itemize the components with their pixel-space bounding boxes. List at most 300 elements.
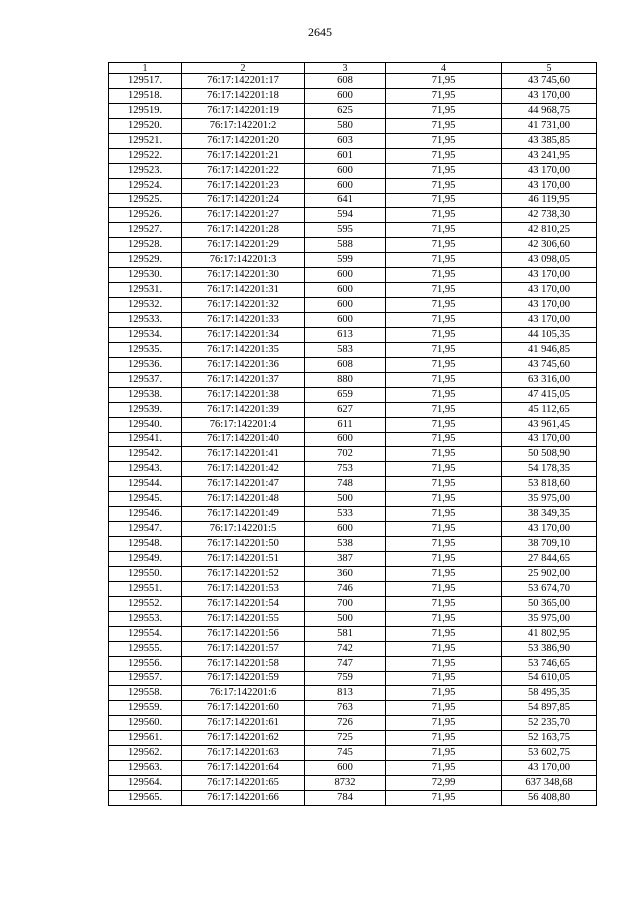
rate-cell: 71,95 xyxy=(386,253,502,268)
area-cell: 613 xyxy=(305,327,386,342)
rate-cell: 71,95 xyxy=(386,656,502,671)
amount-cell: 53 818,60 xyxy=(502,477,597,492)
rate-cell: 71,95 xyxy=(386,791,502,806)
cadastral-number-cell: 76:17:142201:23 xyxy=(182,178,305,193)
rate-cell: 71,95 xyxy=(386,148,502,163)
rate-cell: 71,95 xyxy=(386,298,502,313)
amount-cell: 43 170,00 xyxy=(502,268,597,283)
row-number-cell: 129559. xyxy=(109,701,182,716)
row-number-cell: 129521. xyxy=(109,133,182,148)
row-number-cell: 129542. xyxy=(109,447,182,462)
amount-cell: 58 495,35 xyxy=(502,686,597,701)
row-number-cell: 129532. xyxy=(109,298,182,313)
row-number-cell: 129561. xyxy=(109,731,182,746)
cadastral-number-cell: 76:17:142201:52 xyxy=(182,566,305,581)
table-row xyxy=(109,313,597,328)
amount-cell: 43 170,00 xyxy=(502,761,597,776)
rate-cell: 71,95 xyxy=(386,522,502,537)
row-number-cell: 129545. xyxy=(109,492,182,507)
area-cell: 600 xyxy=(305,313,386,328)
table-row xyxy=(109,178,597,193)
table-row xyxy=(109,253,597,268)
amount-cell: 43 170,00 xyxy=(502,283,597,298)
rate-cell: 71,95 xyxy=(386,178,502,193)
cadastral-number-cell: 76:17:142201:4 xyxy=(182,417,305,432)
row-number-cell: 129524. xyxy=(109,178,182,193)
row-number-cell: 129550. xyxy=(109,566,182,581)
area-cell: 784 xyxy=(305,791,386,806)
rate-cell: 71,95 xyxy=(386,686,502,701)
row-number-cell: 129519. xyxy=(109,103,182,118)
amount-cell: 44 968,75 xyxy=(502,103,597,118)
amount-cell: 35 975,00 xyxy=(502,611,597,626)
area-cell: 599 xyxy=(305,253,386,268)
cadastral-number-cell: 76:17:142201:28 xyxy=(182,223,305,238)
area-cell: 580 xyxy=(305,118,386,133)
row-number-cell: 129562. xyxy=(109,746,182,761)
table-row xyxy=(109,208,597,223)
table-row xyxy=(109,298,597,313)
table-row xyxy=(109,761,597,776)
column-header: 1 xyxy=(109,63,182,74)
table-row xyxy=(109,372,597,387)
row-number-cell: 129549. xyxy=(109,552,182,567)
rate-cell: 71,95 xyxy=(386,118,502,133)
amount-cell: 43 961,45 xyxy=(502,417,597,432)
table-row xyxy=(109,507,597,522)
cadastral-number-cell: 76:17:142201:42 xyxy=(182,462,305,477)
amount-cell: 52 163,75 xyxy=(502,731,597,746)
table-row xyxy=(109,148,597,163)
cadastral-number-cell: 76:17:142201:47 xyxy=(182,477,305,492)
table-row xyxy=(109,716,597,731)
area-cell: 360 xyxy=(305,566,386,581)
row-number-cell: 129563. xyxy=(109,761,182,776)
row-number-cell: 129557. xyxy=(109,671,182,686)
cadastral-number-cell: 76:17:142201:48 xyxy=(182,492,305,507)
table-row xyxy=(109,238,597,253)
column-header: 4 xyxy=(386,63,502,74)
amount-cell: 41 731,00 xyxy=(502,118,597,133)
amount-cell: 53 746,65 xyxy=(502,656,597,671)
area-cell: 608 xyxy=(305,74,386,89)
amount-cell: 42 810,25 xyxy=(502,223,597,238)
rate-cell: 71,95 xyxy=(386,566,502,581)
cadastral-number-cell: 76:17:142201:57 xyxy=(182,641,305,656)
cadastral-number-cell: 76:17:142201:38 xyxy=(182,387,305,402)
cadastral-number-cell: 76:17:142201:22 xyxy=(182,163,305,178)
area-cell: 533 xyxy=(305,507,386,522)
area-cell: 538 xyxy=(305,537,386,552)
area-cell: 600 xyxy=(305,163,386,178)
table-row xyxy=(109,522,597,537)
amount-cell: 47 415,05 xyxy=(502,387,597,402)
table-row xyxy=(109,686,597,701)
amount-cell: 54 610,05 xyxy=(502,671,597,686)
rate-cell: 71,95 xyxy=(386,372,502,387)
rate-cell: 71,95 xyxy=(386,417,502,432)
amount-cell: 41 946,85 xyxy=(502,342,597,357)
row-number-cell: 129525. xyxy=(109,193,182,208)
rate-cell: 71,95 xyxy=(386,641,502,656)
row-number-cell: 129564. xyxy=(109,776,182,791)
cadastral-number-cell: 76:17:142201:31 xyxy=(182,283,305,298)
cadastral-number-cell: 76:17:142201:65 xyxy=(182,776,305,791)
area-cell: 725 xyxy=(305,731,386,746)
rate-cell: 71,95 xyxy=(386,402,502,417)
row-number-cell: 129535. xyxy=(109,342,182,357)
table-row xyxy=(109,552,597,567)
row-number-cell: 129537. xyxy=(109,372,182,387)
amount-cell: 35 975,00 xyxy=(502,492,597,507)
rate-cell: 71,95 xyxy=(386,268,502,283)
row-number-cell: 129530. xyxy=(109,268,182,283)
row-number-cell: 129529. xyxy=(109,253,182,268)
area-cell: 600 xyxy=(305,522,386,537)
area-cell: 625 xyxy=(305,103,386,118)
table-row xyxy=(109,283,597,298)
cadastral-number-cell: 76:17:142201:49 xyxy=(182,507,305,522)
cadastral-number-cell: 76:17:142201:35 xyxy=(182,342,305,357)
rate-cell: 71,95 xyxy=(386,357,502,372)
rate-cell: 71,95 xyxy=(386,432,502,447)
cadastral-number-cell: 76:17:142201:29 xyxy=(182,238,305,253)
area-cell: 600 xyxy=(305,88,386,103)
area-cell: 726 xyxy=(305,716,386,731)
row-number-cell: 129543. xyxy=(109,462,182,477)
row-number-cell: 129518. xyxy=(109,88,182,103)
amount-cell: 43 170,00 xyxy=(502,313,597,328)
rate-cell: 71,95 xyxy=(386,103,502,118)
amount-cell: 45 112,65 xyxy=(502,402,597,417)
rate-cell: 71,95 xyxy=(386,342,502,357)
row-number-cell: 129553. xyxy=(109,611,182,626)
row-number-cell: 129551. xyxy=(109,581,182,596)
table-row xyxy=(109,193,597,208)
cadastral-number-cell: 76:17:142201:55 xyxy=(182,611,305,626)
row-number-cell: 129565. xyxy=(109,791,182,806)
cadastral-number-cell: 76:17:142201:21 xyxy=(182,148,305,163)
amount-cell: 42 306,60 xyxy=(502,238,597,253)
row-number-cell: 129526. xyxy=(109,208,182,223)
area-cell: 748 xyxy=(305,477,386,492)
row-number-cell: 129548. xyxy=(109,537,182,552)
cadastral-number-cell: 76:17:142201:39 xyxy=(182,402,305,417)
amount-cell: 53 386,90 xyxy=(502,641,597,656)
table-row xyxy=(109,492,597,507)
area-cell: 700 xyxy=(305,596,386,611)
table-row xyxy=(109,611,597,626)
cadastral-number-cell: 76:17:142201:34 xyxy=(182,327,305,342)
table-row xyxy=(109,701,597,716)
amount-cell: 50 365,00 xyxy=(502,596,597,611)
cadastral-number-cell: 76:17:142201:66 xyxy=(182,791,305,806)
area-cell: 603 xyxy=(305,133,386,148)
cadastral-number-cell: 76:17:142201:6 xyxy=(182,686,305,701)
cadastral-number-cell: 76:17:142201:59 xyxy=(182,671,305,686)
rate-cell: 71,95 xyxy=(386,626,502,641)
rate-cell: 71,95 xyxy=(386,313,502,328)
amount-cell: 43 170,00 xyxy=(502,163,597,178)
table-row xyxy=(109,626,597,641)
rate-cell: 71,95 xyxy=(386,761,502,776)
rate-cell: 72,99 xyxy=(386,776,502,791)
amount-cell: 43 745,60 xyxy=(502,357,597,372)
table-body xyxy=(109,74,597,806)
cadastral-number-cell: 76:17:142201:2 xyxy=(182,118,305,133)
area-cell: 600 xyxy=(305,178,386,193)
row-number-cell: 129531. xyxy=(109,283,182,298)
row-number-cell: 129541. xyxy=(109,432,182,447)
cadastral-number-cell: 76:17:142201:40 xyxy=(182,432,305,447)
area-cell: 500 xyxy=(305,492,386,507)
amount-cell: 42 738,30 xyxy=(502,208,597,223)
rate-cell: 71,95 xyxy=(386,208,502,223)
table-row xyxy=(109,731,597,746)
amount-cell: 38 349,35 xyxy=(502,507,597,522)
row-number-cell: 129533. xyxy=(109,313,182,328)
rate-cell: 71,95 xyxy=(386,492,502,507)
column-header: 3 xyxy=(305,63,386,74)
row-number-cell: 129538. xyxy=(109,387,182,402)
table-row xyxy=(109,133,597,148)
area-cell: 594 xyxy=(305,208,386,223)
amount-cell: 43 170,00 xyxy=(502,88,597,103)
table-row xyxy=(109,223,597,238)
area-cell: 641 xyxy=(305,193,386,208)
row-number-cell: 129554. xyxy=(109,626,182,641)
table-row xyxy=(109,671,597,686)
rate-cell: 71,95 xyxy=(386,283,502,298)
rate-cell: 71,95 xyxy=(386,133,502,148)
table-row xyxy=(109,74,597,89)
amount-cell: 54 178,35 xyxy=(502,462,597,477)
cadastral-number-cell: 76:17:142201:54 xyxy=(182,596,305,611)
cadastral-number-cell: 76:17:142201:41 xyxy=(182,447,305,462)
area-cell: 608 xyxy=(305,357,386,372)
row-number-cell: 129517. xyxy=(109,74,182,89)
table-row xyxy=(109,776,597,791)
table-row xyxy=(109,163,597,178)
row-number-cell: 129555. xyxy=(109,641,182,656)
amount-cell: 43 385,85 xyxy=(502,133,597,148)
rate-cell: 71,95 xyxy=(386,88,502,103)
cadastral-number-cell: 76:17:142201:17 xyxy=(182,74,305,89)
amount-cell: 56 408,80 xyxy=(502,791,597,806)
amount-cell: 43 170,00 xyxy=(502,522,597,537)
area-cell: 588 xyxy=(305,238,386,253)
amount-cell: 63 316,00 xyxy=(502,372,597,387)
rate-cell: 71,95 xyxy=(386,716,502,731)
row-number-cell: 129527. xyxy=(109,223,182,238)
rate-cell: 71,95 xyxy=(386,537,502,552)
row-number-cell: 129552. xyxy=(109,596,182,611)
row-number-cell: 129534. xyxy=(109,327,182,342)
area-cell: 8732 xyxy=(305,776,386,791)
area-cell: 611 xyxy=(305,417,386,432)
area-cell: 745 xyxy=(305,746,386,761)
cadastral-number-cell: 76:17:142201:24 xyxy=(182,193,305,208)
column-header: 5 xyxy=(502,63,597,74)
page-number: 2645 xyxy=(308,25,332,39)
amount-cell: 44 105,35 xyxy=(502,327,597,342)
table-row xyxy=(109,327,597,342)
area-cell: 600 xyxy=(305,298,386,313)
cadastral-number-cell: 76:17:142201:62 xyxy=(182,731,305,746)
cadastral-number-cell: 76:17:142201:33 xyxy=(182,313,305,328)
row-number-cell: 129520. xyxy=(109,118,182,133)
area-cell: 600 xyxy=(305,761,386,776)
cadastral-number-cell: 76:17:142201:64 xyxy=(182,761,305,776)
cadastral-number-cell: 76:17:142201:19 xyxy=(182,103,305,118)
table-row xyxy=(109,417,597,432)
amount-cell: 53 602,75 xyxy=(502,746,597,761)
cadastral-number-cell: 76:17:142201:27 xyxy=(182,208,305,223)
table-row xyxy=(109,596,597,611)
table-row xyxy=(109,103,597,118)
amount-cell: 54 897,85 xyxy=(502,701,597,716)
rate-cell: 71,95 xyxy=(386,223,502,238)
table-row xyxy=(109,537,597,552)
cadastral-number-cell: 76:17:142201:18 xyxy=(182,88,305,103)
table-row xyxy=(109,118,597,133)
row-number-cell: 129522. xyxy=(109,148,182,163)
area-cell: 601 xyxy=(305,148,386,163)
amount-cell: 637 348,68 xyxy=(502,776,597,791)
rate-cell: 71,95 xyxy=(386,477,502,492)
row-number-cell: 129544. xyxy=(109,477,182,492)
amount-cell: 43 098,05 xyxy=(502,253,597,268)
amount-cell: 50 508,90 xyxy=(502,447,597,462)
cadastral-number-cell: 76:17:142201:37 xyxy=(182,372,305,387)
area-cell: 500 xyxy=(305,611,386,626)
table-row xyxy=(109,566,597,581)
area-cell: 595 xyxy=(305,223,386,238)
row-number-cell: 129528. xyxy=(109,238,182,253)
amount-cell: 53 674,70 xyxy=(502,581,597,596)
cadastral-number-cell: 76:17:142201:63 xyxy=(182,746,305,761)
area-cell: 600 xyxy=(305,268,386,283)
cadastral-number-cell: 76:17:142201:58 xyxy=(182,656,305,671)
area-cell: 813 xyxy=(305,686,386,701)
area-cell: 659 xyxy=(305,387,386,402)
rate-cell: 71,95 xyxy=(386,238,502,253)
rate-cell: 71,95 xyxy=(386,581,502,596)
cadastral-number-cell: 76:17:142201:3 xyxy=(182,253,305,268)
area-cell: 880 xyxy=(305,372,386,387)
cadastral-number-cell: 76:17:142201:61 xyxy=(182,716,305,731)
amount-cell: 43 241,95 xyxy=(502,148,597,163)
area-cell: 746 xyxy=(305,581,386,596)
rate-cell: 71,95 xyxy=(386,671,502,686)
area-cell: 759 xyxy=(305,671,386,686)
area-cell: 600 xyxy=(305,432,386,447)
column-header: 2 xyxy=(182,63,305,74)
table-row xyxy=(109,791,597,806)
rate-cell: 71,95 xyxy=(386,611,502,626)
amount-cell: 43 170,00 xyxy=(502,432,597,447)
table-row xyxy=(109,462,597,477)
row-number-cell: 129539. xyxy=(109,402,182,417)
amount-cell: 46 119,95 xyxy=(502,193,597,208)
row-number-cell: 129556. xyxy=(109,656,182,671)
cadastral-number-cell: 76:17:142201:30 xyxy=(182,268,305,283)
rate-cell: 71,95 xyxy=(386,327,502,342)
cadastral-number-cell: 76:17:142201:56 xyxy=(182,626,305,641)
area-cell: 753 xyxy=(305,462,386,477)
amount-cell: 25 902,00 xyxy=(502,566,597,581)
cadastral-number-cell: 76:17:142201:53 xyxy=(182,581,305,596)
amount-cell: 43 745,60 xyxy=(502,74,597,89)
table-row xyxy=(109,641,597,656)
rate-cell: 71,95 xyxy=(386,701,502,716)
amount-cell: 38 709,10 xyxy=(502,537,597,552)
data-table xyxy=(108,62,597,806)
rate-cell: 71,95 xyxy=(386,731,502,746)
rate-cell: 71,95 xyxy=(386,74,502,89)
table-row xyxy=(109,88,597,103)
cadastral-number-cell: 76:17:142201:5 xyxy=(182,522,305,537)
rate-cell: 71,95 xyxy=(386,447,502,462)
area-cell: 627 xyxy=(305,402,386,417)
area-cell: 583 xyxy=(305,342,386,357)
area-cell: 387 xyxy=(305,552,386,567)
amount-cell: 43 170,00 xyxy=(502,178,597,193)
row-number-cell: 129560. xyxy=(109,716,182,731)
table-row xyxy=(109,656,597,671)
table-row xyxy=(109,268,597,283)
row-number-cell: 129523. xyxy=(109,163,182,178)
area-cell: 747 xyxy=(305,656,386,671)
cadastral-number-cell: 76:17:142201:36 xyxy=(182,357,305,372)
area-cell: 702 xyxy=(305,447,386,462)
rate-cell: 71,95 xyxy=(386,193,502,208)
cadastral-number-cell: 76:17:142201:60 xyxy=(182,701,305,716)
area-cell: 763 xyxy=(305,701,386,716)
rate-cell: 71,95 xyxy=(386,552,502,567)
amount-cell: 52 235,70 xyxy=(502,716,597,731)
cadastral-number-cell: 76:17:142201:50 xyxy=(182,537,305,552)
table-row xyxy=(109,746,597,761)
row-number-cell: 129558. xyxy=(109,686,182,701)
rate-cell: 71,95 xyxy=(386,746,502,761)
row-number-cell: 129536. xyxy=(109,357,182,372)
rate-cell: 71,95 xyxy=(386,163,502,178)
amount-cell: 43 170,00 xyxy=(502,298,597,313)
table-row xyxy=(109,447,597,462)
table-header-row xyxy=(109,63,597,74)
table-row xyxy=(109,357,597,372)
table-row xyxy=(109,477,597,492)
table-row xyxy=(109,387,597,402)
table-row xyxy=(109,432,597,447)
area-cell: 600 xyxy=(305,283,386,298)
rate-cell: 71,95 xyxy=(386,596,502,611)
row-number-cell: 129540. xyxy=(109,417,182,432)
amount-cell: 41 802,95 xyxy=(502,626,597,641)
rate-cell: 71,95 xyxy=(386,507,502,522)
row-number-cell: 129547. xyxy=(109,522,182,537)
row-number-cell: 129546. xyxy=(109,507,182,522)
cadastral-number-cell: 76:17:142201:20 xyxy=(182,133,305,148)
area-cell: 581 xyxy=(305,626,386,641)
cadastral-number-cell: 76:17:142201:51 xyxy=(182,552,305,567)
table-row xyxy=(109,402,597,417)
table-row xyxy=(109,342,597,357)
amount-cell: 27 844,65 xyxy=(502,552,597,567)
rate-cell: 71,95 xyxy=(386,387,502,402)
rate-cell: 71,95 xyxy=(386,462,502,477)
